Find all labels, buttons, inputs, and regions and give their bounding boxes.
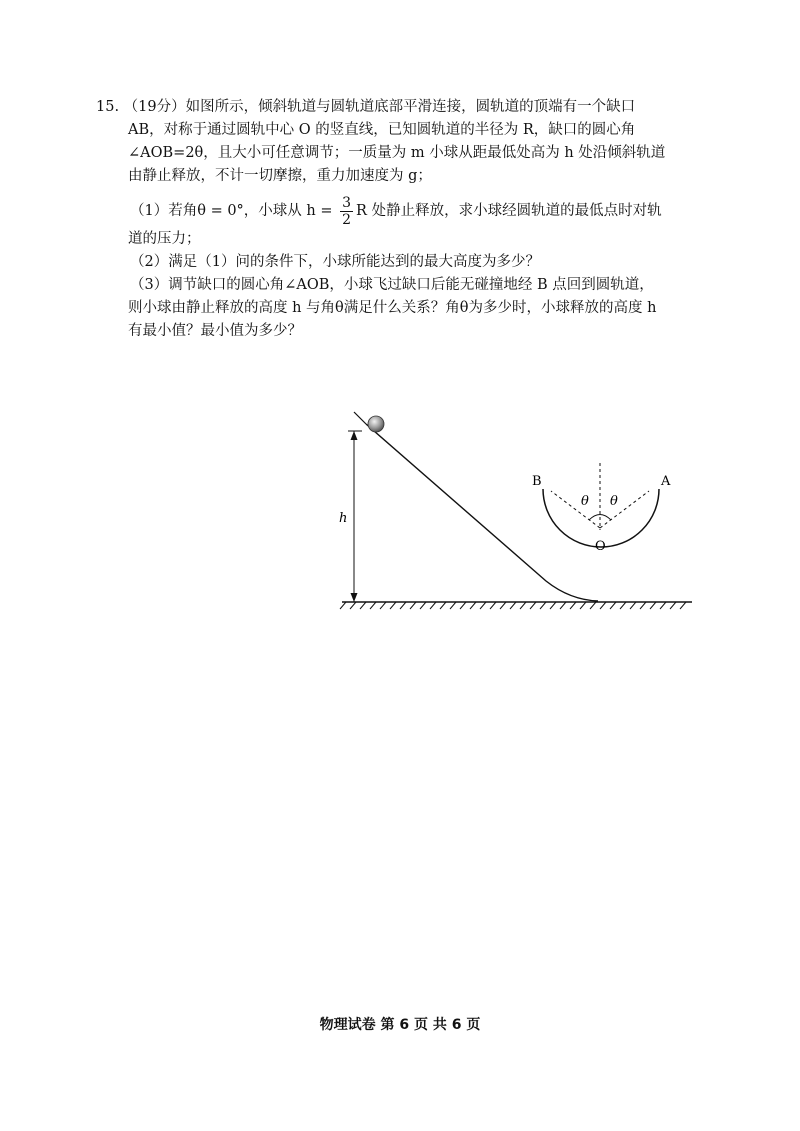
label-h: h: [339, 511, 348, 526]
fraction-denominator: 2: [342, 211, 352, 228]
stem-text-1: 如图所示，倾斜轨道与圆轨道底部平滑连接，圆轨道的顶端有一个缺口: [185, 99, 636, 115]
question-1-line-2: 道的压力；: [128, 231, 201, 247]
incline-top-tick: [354, 412, 366, 424]
height-arrow-bottom: [351, 593, 358, 602]
label-A: A: [661, 474, 671, 489]
height-arrow-top: [351, 431, 358, 440]
page-footer: 物理试卷 第 6 页 共 6 页: [319, 1017, 481, 1033]
ground-hatching: [340, 602, 686, 609]
fraction-three-halves: [340, 195, 353, 228]
problem-15: [96, 96, 716, 343]
inclined-track: [366, 424, 598, 601]
problem-number: 15.: [96, 99, 120, 115]
ball: [368, 416, 384, 432]
stem-line-4: 由静止释放，不计一切摩擦，重力加速度为 g；: [128, 168, 432, 184]
radius-OA: [600, 491, 649, 528]
track-diagram-svg: [330, 405, 710, 620]
fraction-numerator: 3: [342, 194, 352, 211]
problem-score: （19分）: [123, 99, 186, 115]
stem-line-1: [96, 96, 716, 119]
label-theta-left: θ: [581, 494, 589, 509]
stem-line-3: ∠AOB=2θ，且大小可任意调节；一质量为 m 小球从距最低处高为 h 处沿倾斜轨道: [128, 145, 666, 161]
q1-suffix: R 处静止释放，求小球经圆轨道的最低点时对轨: [356, 203, 662, 219]
label-theta-right: θ: [610, 494, 618, 509]
label-B: B: [532, 474, 542, 489]
radius-OB: [551, 491, 600, 528]
question-2: （2）满足（1）问的条件下，小球所能达到的最大高度为多少？: [130, 254, 540, 270]
question-3-line-1: （3）调节缺口的圆心角∠AOB，小球飞过缺口后能无碰撞地经 B 点回到圆轨道，: [130, 277, 654, 293]
question-3-line-3: 有最小值？最小值为多少？: [128, 323, 302, 339]
q1-prefix: （1）若角θ = 0°，小球从 h =: [130, 203, 338, 219]
stem-line-2: AB，对称于通过圆轨中心 O 的竖直线，已知圆轨道的半径为 R，缺口的圆心角: [128, 122, 636, 138]
track-diagram: [330, 405, 710, 620]
question-1: [96, 194, 716, 228]
question-3-line-2: 则小球由静止释放的高度 h 与角θ满足什么关系？角θ为多少时，小球释放的高度 h: [128, 300, 657, 316]
label-O: O: [595, 539, 606, 554]
